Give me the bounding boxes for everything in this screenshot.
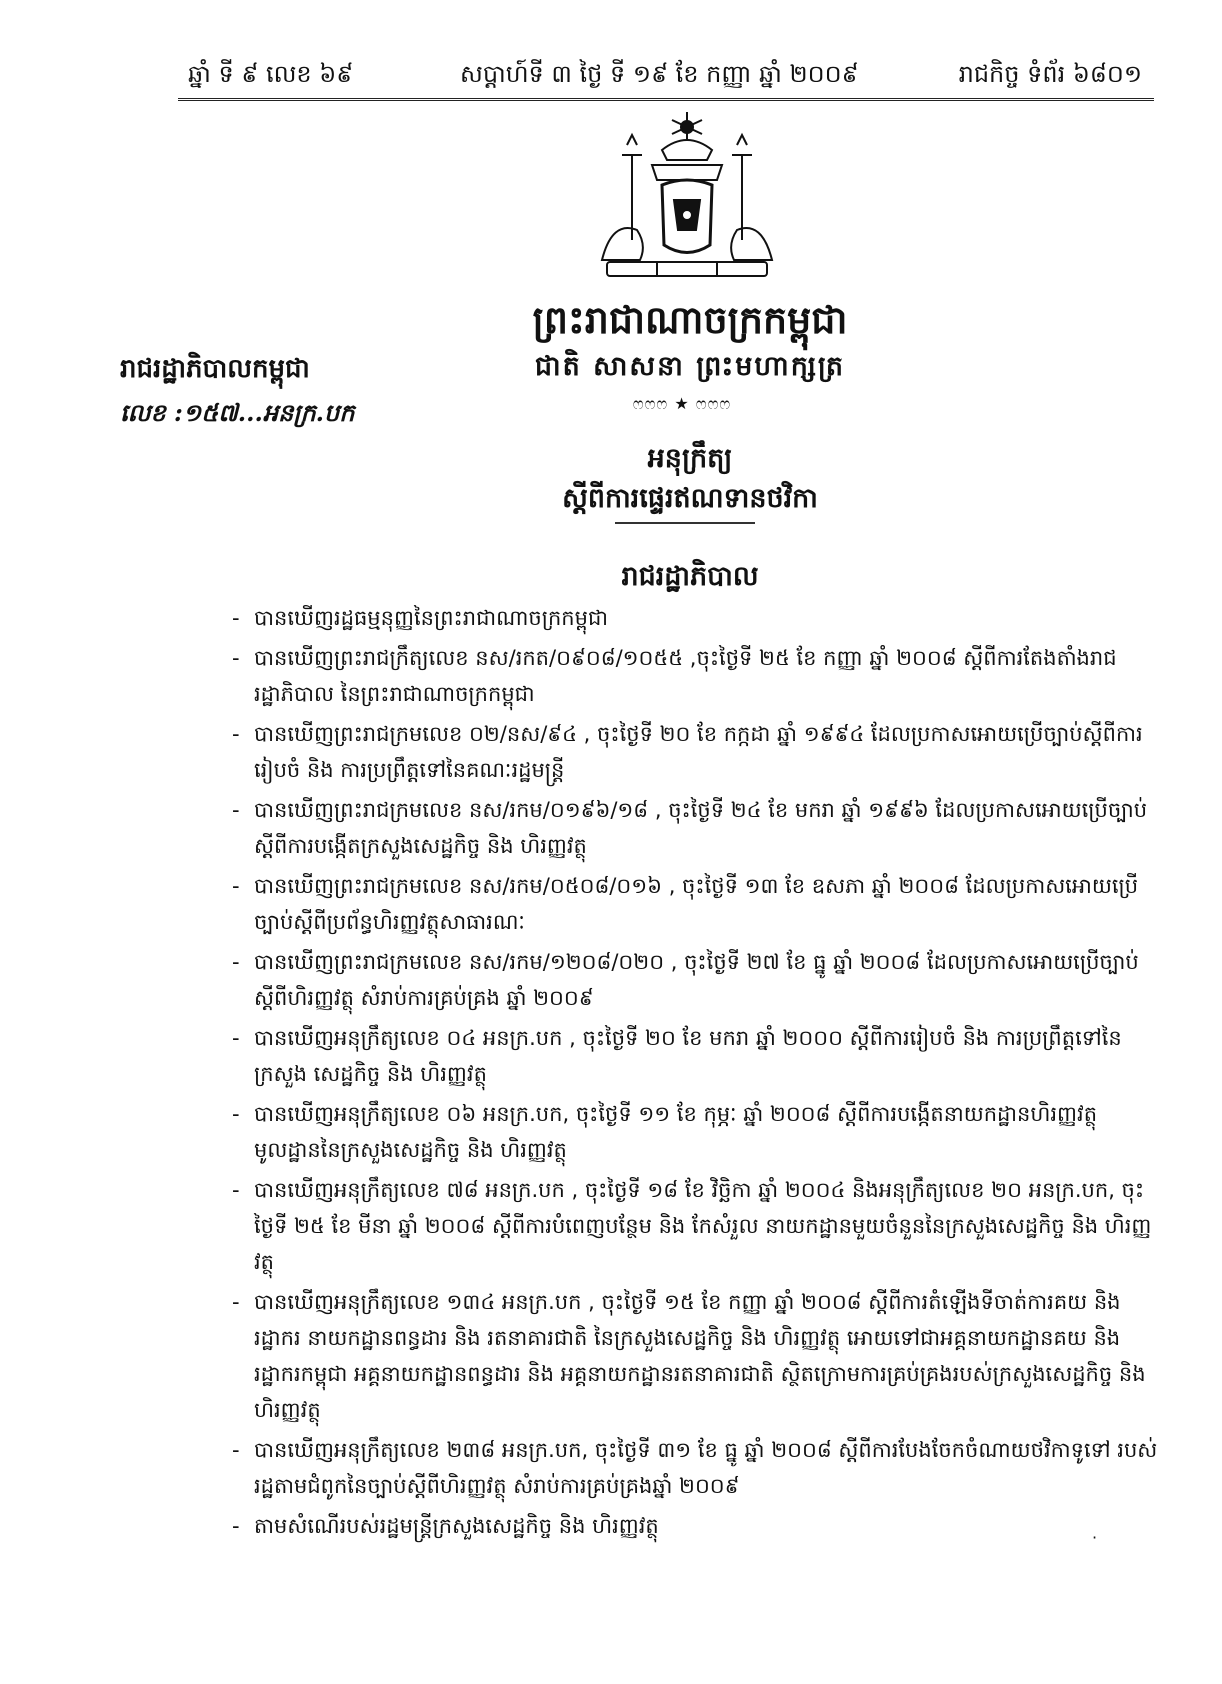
header-date: សប្តាហ៍ទី ៣ ថ្ងៃ ទី ១៩ ខែ កញ្ញា ឆ្នាំ ២០០៩ xyxy=(460,60,859,88)
considerations-list xyxy=(232,600,1162,1548)
header-page-number: រាជកិច្ច ទំព័រ ៦៨០១ xyxy=(958,60,1142,88)
list-item: - បានឃើញអនុក្រឹត្យលេខ ០៦ អនក្រ.បក, ចុះថ្ងៃទី ១១ ខែ កុម្ភៈ ឆ្នាំ ២០០៨ ស្តីពីការបង្កើតនាយកដ្ឋានហិរញ្ញវត្ថុមូលដ្ឋាននៃក្រសួងសេដ្ឋកិច្ច និង ហិរញ្ញវត្ថុ xyxy=(232,1096,1162,1168)
list-item: - បានឃើញព្រះរាជក្រមលេខ នស/រកម/០៥០៨/០១៦ , ចុះថ្ងៃទី ១៣ ខែ ឧសភា ឆ្នាំ ២០០៨ ដែលប្រកាសអោយប្រើច្បាប់ស្តីពីប្រព័ន្ធហិរញ្ញវត្ថុសាធារណៈ xyxy=(232,868,1162,940)
list-item: - បានឃើញរដ្ឋធម្មនុញ្ញនៃព្រះរាជាណាចក្រកម្ពុជា xyxy=(232,600,1162,636)
list-item: - បានឃើញព្រះរាជក្រមលេខ នស/រកម/១២០៨/០២០ , ចុះថ្ងៃទី ២៧ ខែ ធ្នូ ឆ្នាំ ២០០៨ ដែលប្រកាសអោយប្រើច្បាប់ស្តីពីហិរញ្ញវត្ថុ សំរាប់ការគ្រប់គ្រង ឆ្នាំ ២០០៩ xyxy=(232,944,1162,1016)
document-type: អនុក្រឹត្យ xyxy=(647,443,733,474)
header-year-issue: ឆ្នាំ ទី ៩ លេខ ៦៩ xyxy=(188,60,354,88)
scan-artifact: · xyxy=(1092,1528,1098,1547)
body-heading: រាជរដ្ឋាភិបាល xyxy=(621,561,759,592)
issuing-government: រាជរដ្ឋាភិបាលកម្ពុជា xyxy=(120,354,310,384)
list-item: - បានឃើញអនុក្រឹត្យលេខ ៧៨ អនក្រ.បក , ចុះថ្ងៃទី ១៨ ខែ វិច្ឆិកា ឆ្នាំ ២០០៤ និងអនុក្រឹត្យលេខ ២០ អនក្រ.បក, ចុះថ្ងៃទី ២៥ ខែ មីនា ឆ្នាំ ២០០៨ ស្តីពីការបំពេញបន្ថែម និង កែសំរួល នាយកដ្ឋានមួយចំនួននៃក្រសួងសេដ្ឋកិច្ច និង ហិរញ្ញវត្ថុ xyxy=(232,1172,1162,1280)
gazette-header xyxy=(160,55,1162,95)
ornament-divider: ෆෆෆ ★ ෆෆෆ xyxy=(632,394,732,413)
subject-underline xyxy=(615,522,755,524)
royal-coat-of-arms-icon xyxy=(592,110,782,285)
document-subject: ស្តីពីការផ្ទេរឥណទានថវិកា xyxy=(562,483,818,514)
header-rule xyxy=(178,98,1154,101)
list-item: - បានឃើញព្រះរាជក្រមលេខ ០២/នស/៩៤ , ចុះថ្ងៃទី ២០ ខែ កក្កដា ឆ្នាំ ១៩៩៤ ដែលប្រកាសអោយប្រើច្បាប់ស្តីពីការ រៀបចំ និង ការប្រព្រឹត្តទៅនៃគណៈរដ្ឋមន្ត្រី xyxy=(232,716,1162,788)
list-item: - បានឃើញអនុក្រឹត្យលេខ ១៣៤ អនក្រ.បក , ចុះថ្ងៃទី ១៥ ខែ កញ្ញា ឆ្នាំ ២០០៨ ស្តីពីការតំឡើងទីចាត់ការគយ និង រដ្ឋាករ នាយកដ្ឋានពន្ធដារ និង រតនាគារជាតិ នៃក្រសួងសេដ្ឋកិច្ច និង ហិរញ្ញវត្ថុ អោយទៅជាអគ្គនាយកដ្ឋានគយ និង រដ្ឋាករកម្ពុជា អគ្គនាយកដ្ឋានពន្ធដារ និង អគ្គនាយកដ្ឋានរតនាគារជាតិ ស្ថិតក្រោមការគ្រប់គ្រងរបស់ក្រសួងសេដ្ឋកិច្ច និង ហិរញ្ញវត្ថុ xyxy=(232,1284,1162,1428)
national-motto: ជាតិ សាសនា ព្រះមហាក្សត្រ xyxy=(534,351,846,382)
list-item: - បានឃើញអនុក្រឹត្យលេខ ២៣៨ អនក្រ.បក, ចុះថ្ងៃទី ៣១ ខែ ធ្នូ ឆ្នាំ ២០០៨ ស្តីពីការបែងចែកចំណាយថវិកាទូទៅ របស់រដ្ឋតាមជំពូកនៃច្បាប់ស្តីពីហិរញ្ញវត្ថុ សំរាប់ការគ្រប់គ្រងឆ្នាំ ២០០៩ xyxy=(232,1432,1162,1504)
list-item: - បានឃើញព្រះរាជក្រឹត្យលេខ នស/រកត/០៩០៨/១០៥៥ ,ចុះថ្ងៃទី ២៥ ខែ កញ្ញា ឆ្នាំ ២០០៨ ស្តីពីការតែងតាំងរាជរដ្ឋាភិបាល នៃព្រះរាជាណាចក្រកម្ពុជា xyxy=(232,640,1162,712)
reference-number: លេខ :១៥៧...អនក្រ.បក xyxy=(120,398,355,427)
kingdom-title: ព្រះរាជាណាចក្រកម្ពុជា xyxy=(532,297,848,342)
list-item: - បានឃើញអនុក្រឹត្យលេខ ០៤ អនក្រ.បក , ចុះថ្ងៃទី ២០ ខែ មករា ឆ្នាំ ២០០០ ស្តីពីការរៀបចំ និង ការប្រព្រឹត្តទៅនៃក្រសួង សេដ្ឋកិច្ច និង ហិរញ្ញវត្ថុ xyxy=(232,1020,1162,1092)
list-item: - បានឃើញព្រះរាជក្រមលេខ នស/រកម/០១៩៦/១៨ , ចុះថ្ងៃទី ២៤ ខែ មករា ឆ្នាំ ១៩៩៦ ដែលប្រកាសអោយប្រើច្បាប់ស្តីពីការបង្កើតក្រសួងសេដ្ឋកិច្ច និង ហិរញ្ញវត្ថុ xyxy=(232,792,1162,864)
list-item: - តាមសំណើរបស់រដ្ឋមន្ត្រីក្រសួងសេដ្ឋកិច្ច និង ហិរញ្ញវត្ថុ xyxy=(232,1508,1162,1544)
